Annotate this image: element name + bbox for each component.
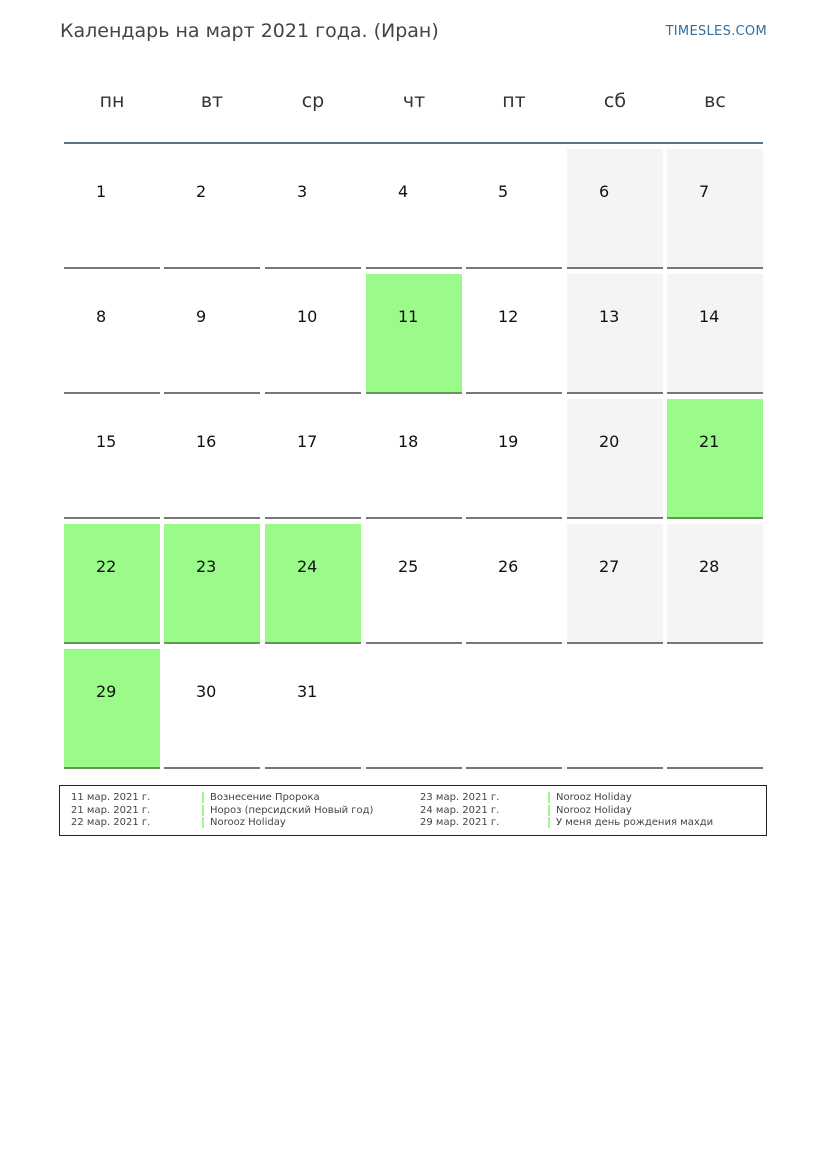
day-cell-20 xyxy=(567,399,663,519)
day-cell-8 xyxy=(64,274,160,394)
legend-color-marker xyxy=(202,817,204,828)
legend-color-marker xyxy=(202,792,204,803)
legend-holiday-name: У меня день рождения махди xyxy=(556,817,714,828)
day-number: 4 xyxy=(398,182,409,201)
day-cell-5 xyxy=(466,149,562,269)
empty-day-cell xyxy=(466,649,562,769)
legend-date: 22 мар. 2021 г. xyxy=(71,817,151,828)
day-cell-11 xyxy=(366,274,462,394)
day-cell-3 xyxy=(265,149,361,269)
weekday-thu: чт xyxy=(402,90,426,112)
day-cell-21 xyxy=(667,399,763,519)
day-cell-25 xyxy=(366,524,462,644)
day-cell-4 xyxy=(366,149,462,269)
legend-holiday-name: Norooz Holiday xyxy=(556,804,632,816)
day-cell-2 xyxy=(164,149,260,269)
day-cell-17 xyxy=(265,399,361,519)
empty-day-cell xyxy=(667,649,763,769)
day-cell-12 xyxy=(466,274,562,394)
day-number: 23 xyxy=(196,557,217,576)
day-number: 11 xyxy=(398,307,419,326)
day-number: 17 xyxy=(297,432,318,451)
day-cell-18 xyxy=(366,399,462,519)
day-number: 1 xyxy=(96,182,107,201)
day-number: 21 xyxy=(699,432,720,451)
legend-date: 29 мар. 2021 г. xyxy=(420,817,500,828)
day-number: 8 xyxy=(96,307,107,326)
legend-holiday-name: Norooz Holiday xyxy=(556,792,632,803)
day-number: 6 xyxy=(599,182,610,201)
day-number: 26 xyxy=(498,557,519,576)
day-number: 14 xyxy=(699,307,720,326)
day-cell-6 xyxy=(567,149,663,269)
day-number: 15 xyxy=(96,432,117,451)
weekday-header-row xyxy=(64,90,764,120)
empty-day-cell xyxy=(567,649,663,769)
day-cell-14 xyxy=(667,274,763,394)
day-number: 27 xyxy=(599,557,620,576)
header-divider xyxy=(64,142,763,144)
day-number: 2 xyxy=(196,182,207,201)
day-cell-23 xyxy=(164,524,260,644)
day-number: 9 xyxy=(196,307,207,326)
day-number: 7 xyxy=(699,182,710,201)
legend-date: 24 мар. 2021 г. xyxy=(420,804,500,816)
legend-holiday-name: Norooz Holiday xyxy=(210,817,286,828)
day-number: 30 xyxy=(196,682,217,701)
weekday-fri: пт xyxy=(502,90,526,112)
day-number: 12 xyxy=(498,307,519,326)
day-cell-24 xyxy=(265,524,361,644)
day-cell-13 xyxy=(567,274,663,394)
day-number: 28 xyxy=(699,557,720,576)
day-number: 20 xyxy=(599,432,620,451)
day-number: 16 xyxy=(196,432,217,451)
day-cell-10 xyxy=(265,274,361,394)
legend-color-marker xyxy=(548,805,550,816)
legend-date: 11 мар. 2021 г. xyxy=(71,792,151,803)
day-cell-30 xyxy=(164,649,260,769)
site-link[interactable]: TIMESLES.COM xyxy=(665,24,767,39)
weekday-sat: сб xyxy=(603,90,627,112)
day-cell-1 xyxy=(64,149,160,269)
day-number: 22 xyxy=(96,557,117,576)
legend-color-marker xyxy=(548,817,550,828)
weekday-sun: вс xyxy=(704,90,726,112)
calendar-grid xyxy=(64,149,764,774)
day-cell-7 xyxy=(667,149,763,269)
day-number: 19 xyxy=(498,432,519,451)
day-number: 18 xyxy=(398,432,419,451)
day-cell-15 xyxy=(64,399,160,519)
day-cell-26 xyxy=(466,524,562,644)
day-number: 31 xyxy=(297,682,318,701)
holiday-legend xyxy=(59,785,767,836)
day-number: 25 xyxy=(398,557,419,576)
legend-color-marker xyxy=(548,792,550,803)
legend-holiday-name: Вознесение Пророка xyxy=(210,792,320,803)
legend-date: 23 мар. 2021 г. xyxy=(420,792,500,803)
day-number: 3 xyxy=(297,182,308,201)
day-cell-9 xyxy=(164,274,260,394)
day-cell-19 xyxy=(466,399,562,519)
empty-day-cell xyxy=(366,649,462,769)
day-cell-27 xyxy=(567,524,663,644)
legend-date: 21 мар. 2021 г. xyxy=(71,804,151,816)
day-number: 10 xyxy=(297,307,318,326)
legend-color-marker xyxy=(202,805,204,816)
legend-holiday-name: Нороз (персидский Новый год) xyxy=(210,804,374,816)
day-number: 13 xyxy=(599,307,620,326)
day-cell-16 xyxy=(164,399,260,519)
day-cell-22 xyxy=(64,524,160,644)
day-number: 5 xyxy=(498,182,509,201)
day-cell-29 xyxy=(64,649,160,769)
weekday-wed: ср xyxy=(301,90,325,112)
day-number: 29 xyxy=(96,682,117,701)
weekday-mon: пн xyxy=(99,90,125,112)
page-title: Календарь на март 2021 года. (Иран) xyxy=(60,20,439,42)
day-cell-28 xyxy=(667,524,763,644)
day-cell-31 xyxy=(265,649,361,769)
day-number: 24 xyxy=(297,557,318,576)
weekday-tue: вт xyxy=(200,90,224,112)
